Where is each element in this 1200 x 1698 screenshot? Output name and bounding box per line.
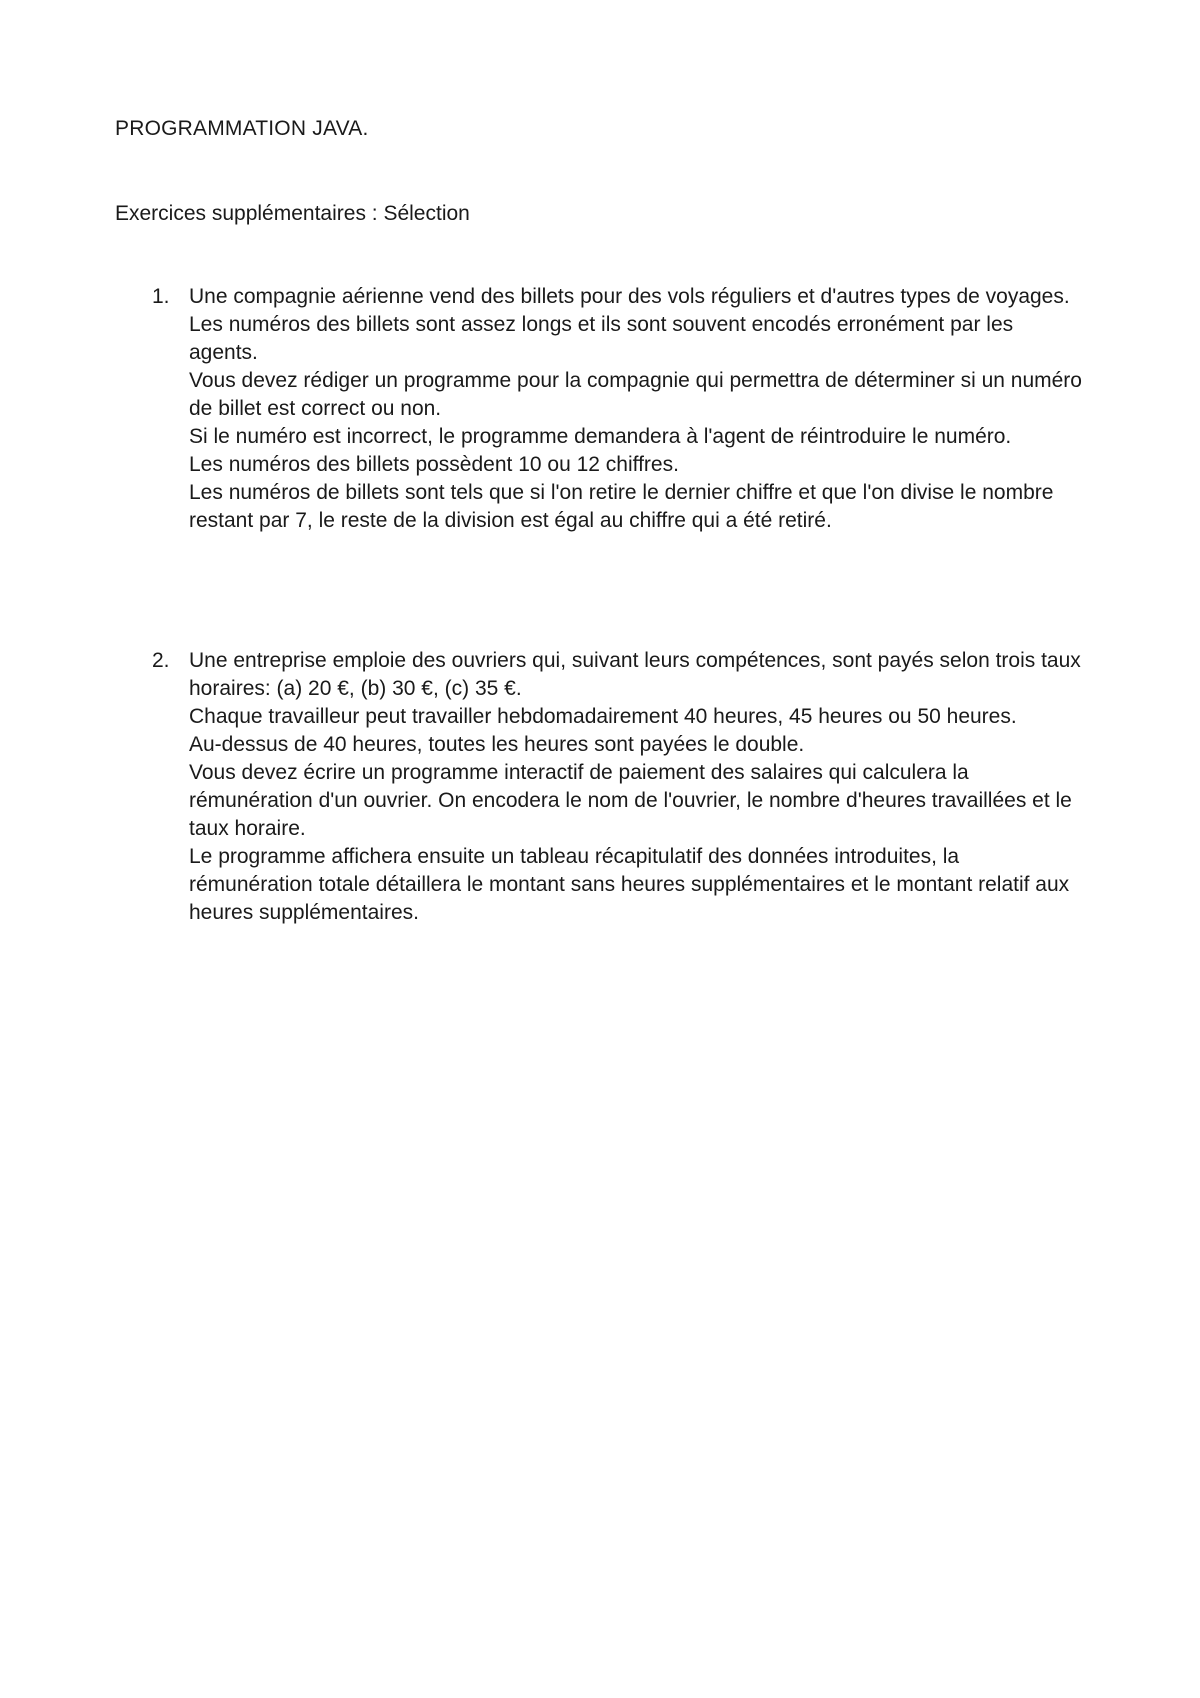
exercise-number: 1. — [152, 285, 170, 308]
exercise-body — [189, 283, 1087, 535]
exercise-body — [189, 647, 1087, 927]
document-subtitle: Exercices supplémentaires : Sélection — [115, 202, 470, 225]
exercise-number: 2. — [152, 649, 170, 672]
exercise-paragraph: Le programme affichera ensuite un tableau récapitulatif des données introduites, la rémunération totale détaillera le montant sans heures supplémentaires et le montant relatif aux heures supplémentaires. — [189, 845, 1070, 924]
exercise-paragraph: Si le numéro est incorrect, le programme demandera à l'agent de réintroduire le numéro. — [189, 425, 1012, 448]
document-title: PROGRAMMATION JAVA. — [115, 117, 369, 140]
exercise-paragraph: Chaque travailleur peut travailler hebdomadairement 40 heures, 45 heures ou 50 heures. — [189, 705, 1017, 728]
exercise-paragraph: Une entreprise emploie des ouvriers qui, suivant leurs compétences, sont payés selon trois taux horaires: (a) 20 €, (b) 30 €, (c) 35 €. — [189, 649, 1081, 700]
exercise-paragraph: Les numéros de billets sont tels que si l'on retire le dernier chiffre et que l'on divise le nombre restant par 7, le reste de la division est égal au chiffre qui a été retiré. — [189, 481, 1054, 532]
exercise-paragraph: Les numéros des billets possèdent 10 ou 12 chiffres. — [189, 453, 679, 476]
exercise-paragraph: Les numéros des billets sont assez longs et ils sont souvent encodés erronément par les agents. — [189, 313, 1014, 364]
exercise-paragraph: Au-dessus de 40 heures, toutes les heures sont payées le double. — [189, 733, 805, 756]
exercise-paragraph: Vous devez écrire un programme interactif de paiement des salaires qui calculera la rémunération d'un ouvrier. On encodera le nom de l'ouvrier, le nombre d'heures travaillées et le taux horaire. — [189, 761, 1072, 840]
exercise-2 — [152, 647, 1087, 927]
exercise-paragraph: Une compagnie aérienne vend des billets pour des vols réguliers et d'autres types de voyages. — [189, 285, 1070, 308]
exercise-1 — [152, 283, 1087, 535]
exercise-paragraph: Vous devez rédiger un programme pour la compagnie qui permettra de déterminer si un numéro de billet est correct ou non. — [189, 369, 1082, 420]
